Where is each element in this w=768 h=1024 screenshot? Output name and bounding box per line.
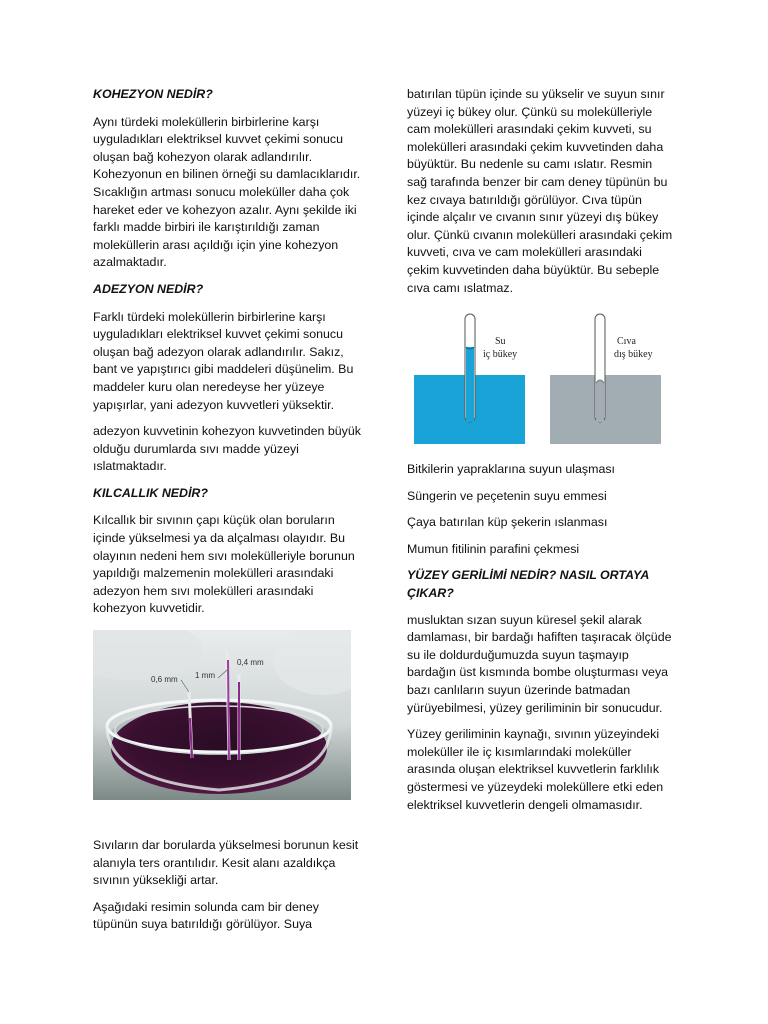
left-column — [93, 86, 365, 627]
left-column-bottom — [93, 837, 365, 943]
diagram-label-civa: Cıva — [617, 336, 636, 347]
diagram-label-dis-bukey: dış bükey — [614, 349, 653, 360]
paragraph-adezyon: Farklı türdeki moleküllerin birbirlerine karşı uyguladıkları elektriksel kuvvet çekimi sonucu oluşan bağ adezyon olarak adlandırılır. Sakız, bant ve yapıştırıcı gibi maddeleri düşünelim. Bu maddeler kuru olan neredeyse her yüzeye yapışırlar, yani adezyon kuvvetleri yüksektir. — [93, 309, 354, 412]
heading-adezyon: ADEZYON NEDİR? — [93, 281, 204, 296]
water-mercury-diagram — [407, 311, 663, 452]
photo-label-1mm: 1 mm — [195, 671, 215, 680]
paragraph-yuzey-gerilimi: musluktan sızan suyun küresel şekil alarak damlaması, bir bardağı hafiften taşıracak ölçüde su ile doldurduğumuzda suyun taşmayıp bardağın üst kısmında bombe oluşturması veya bazı canlıların suyun üzerinde batmadan yürüyebilmesi, yüzey geriliminin bir sonucudur. — [407, 612, 672, 715]
kilcallik-examples-list — [407, 461, 675, 558]
heading-yuzey-gerilimi: YÜZEY GERİLİMİ NEDİR? NASIL ORTAYA ÇIKAR? — [407, 568, 649, 600]
list-item: Çaya batırılan küp şekerin ıslanması — [407, 515, 608, 530]
diagram-label-su: Su — [495, 336, 506, 347]
paragraph-yuzey-gerilimi-kaynagi: Yüzey geriliminin kaynağı, sıvının yüzeyindeki moleküller ile iç kısımlarındaki moleküller arasında oluşan elektriksel kuvvetlerin farklılık göstermesi ve yüzeydeki moleküllere etki eden elektriksel kuvvetlerin dengeli olmamasıdır. — [407, 727, 664, 812]
paragraph-kohezyon: Aynı türdeki moleküllerin birbirlerine karşı uyguladıkları elektriksel kuvvet çekimi sonucu oluşan bağ kohezyon olarak adlandırılır. Kohezyonun en bilinen örneği su damlacıklarıdır. Sıcaklığın artması sonucu moleküller daha çok hareket eder ve kohezyon azalır. Aynı şekilde iki farklı madde birbiri ile karıştırıldığı zaman moleküllerin arası açıldığı için yine kohezyon azalmaktadır. — [93, 114, 361, 270]
paragraph-su-civa: batırılan tüpün içinde su yükselir ve suyun sınır yüzeyi iç bükey olur. Çünkü su molekülleriyle cam molekülleri arasındaki çekim kuvveti, su molekülleri arasındaki çekim kuvvetinden daha büyüktür. Bu nedenle su camı ıslatır. Resmin sağ tarafında benzer bir cam deney tüpünün bu kez cıvaya batırıldığı görülüyor. Cıva tüpün içinde alçalır ve cıvanın sınır yüzeyi dış bükey olur. Çünkü cıvanın molekülleri arasındaki çekim kuvveti, cıva ve cam molekülleri arasındaki çekim kuvvetinden daha büyüktür. Bu sebeple cıva camı ıslatmaz. — [407, 87, 673, 295]
heading-kohezyon: KOHEZYON NEDİR? — [93, 87, 213, 101]
capillary-tubes-photo — [93, 630, 351, 800]
right-column — [407, 86, 675, 306]
photo-label-0-6mm: 0,6 mm — [151, 675, 178, 684]
paragraph-kilcallik: Kılcallık bir sıvının çapı küçük olan boruların içinde yükselmesi ya da alçalması olayıdır. Bu olayının nedeni hem sıvı molekülleriyle borunun yapıldığı malzemenin molekülleri arasındaki adezyon hem sıvı molekülleri arasındaki kohezyon kuvvetidir. — [93, 513, 355, 616]
paragraph-resim-solu: Aşağıdaki resimin solunda cam bir deney tüpünün suya batırıldığı görülüyor. Suya — [93, 899, 319, 932]
photo-label-0-4mm: 0,4 mm — [237, 658, 264, 667]
list-item: Bitkilerin yapraklarına suyun ulaşması — [407, 462, 615, 476]
paragraph-kesit-alani: Sıvıların dar borularda yükselmesi borunun kesit alanıyla ters orantılıdır. Kesit alanı azaldıkça sıvının yüksekliği artar. — [93, 838, 359, 888]
paragraph-adezyon-2: adezyon kuvvetinin kohezyon kuvvetinden büyük olduğu durumlarda sıvı madde yüzeyi ıslatmaktadır. — [93, 424, 361, 474]
right-column-bottom — [407, 461, 675, 823]
list-item: Süngerin ve peçetenin suyu emmesi — [407, 488, 607, 503]
heading-kilcallik: KILCALLIK NEDİR? — [93, 485, 208, 500]
diagram-label-ic-bukey: iç bükey — [483, 349, 518, 360]
list-item: Mumun fitilinin parafini çekmesi — [407, 541, 580, 556]
